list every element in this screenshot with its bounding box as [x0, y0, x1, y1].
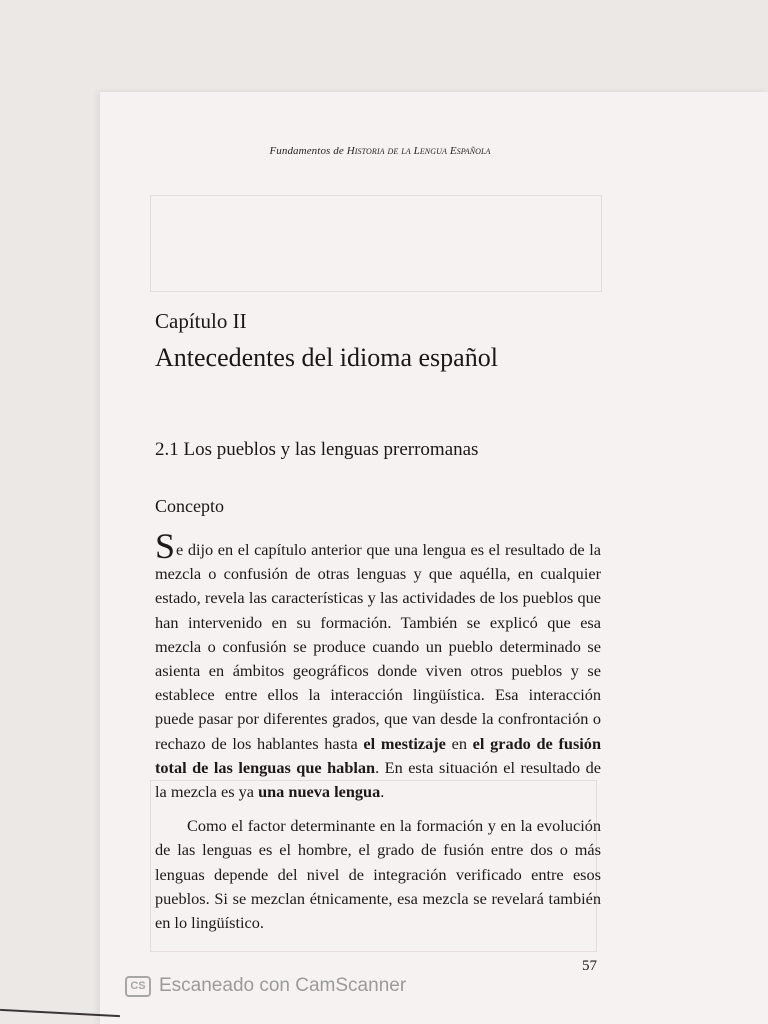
bold-phrase: el mestizaje [363, 733, 446, 753]
paragraph-1-text: e dijo en el capítulo anterior que una lengua es el resultado de la mezcla o confusión de otras lenguas y que aquélla, en cualquier estado, revela las características y las actividades de los pueblos que han intervenido en su formación. También se explicó que esa mezcla o confusión se produce cuando un pueblo determinado se asienta en ámbitos geográficos donde viven otros pueblos y se establece entre ellos la interacción lingüística. Esa interacción puede pasar por diferentes grados, que van desde la confrontación o rechazo de los hablantes hasta [155, 540, 601, 753]
drop-cap: S [155, 526, 176, 566]
subsection-title: Concepto [155, 496, 224, 516]
section-title: 2.1 Los pueblos y las lenguas prerromanas [155, 439, 479, 460]
paragraph-1-text: . En esta situación el resultado de la mezcla es ya [155, 757, 601, 802]
body-text [155, 526, 601, 935]
chapter-title: Antecedentes del idioma español [155, 343, 498, 372]
page-number: 57 [582, 958, 597, 974]
bold-phrase: una nueva lengua [258, 782, 381, 802]
bleed-through-box [150, 195, 602, 292]
chapter-label: Capítulo II [155, 309, 247, 333]
paragraph-1-text: . [380, 782, 385, 802]
running-head-prefix: Fundamentos de [269, 145, 344, 157]
bold-phrase: el grado de fusión total de las lenguas que hablan [155, 733, 601, 777]
scanner-watermark-text: Escaneado con CamScanner [159, 975, 407, 996]
scanner-watermark [125, 975, 406, 997]
paragraph-1-text: en [445, 733, 473, 753]
paragraph-2: Como el factor determinante en la formación y en la evolución de las lenguas es el hombre, el grado de fusión entre dos o más lenguas depende del nivel de integración verificado entre esos pueblos. Si se mezclan étnicamente, esa mezcla se revelará también en lo lingüístico. [155, 816, 601, 933]
running-head-title: Historia de la Lengua Española [346, 145, 491, 157]
running-head [100, 145, 660, 157]
paragraph-1 [155, 526, 601, 804]
camscanner-logo-icon: CS [125, 976, 151, 997]
